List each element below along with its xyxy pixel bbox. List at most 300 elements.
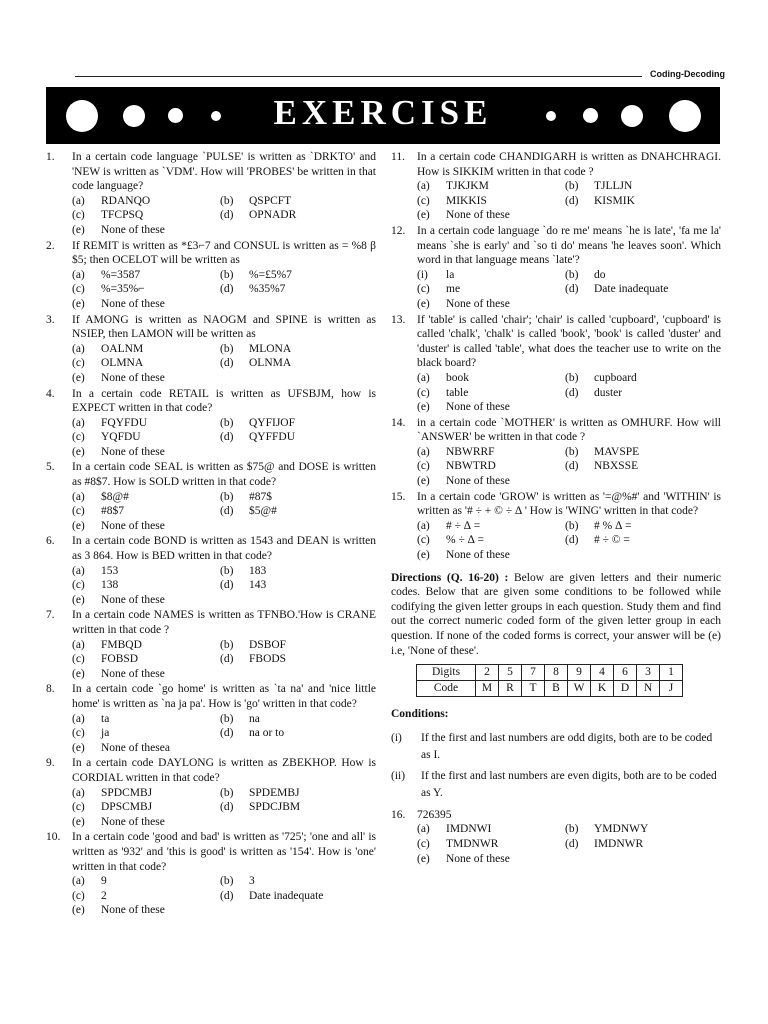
option-label: (a)	[417, 371, 430, 384]
option	[565, 822, 721, 837]
option-text: None of these	[101, 223, 165, 236]
option	[72, 667, 376, 682]
option	[565, 282, 721, 297]
option-label: (e)	[72, 371, 85, 384]
option-text: QYFFDU	[249, 431, 296, 444]
option-label: (c)	[72, 431, 85, 444]
question	[391, 313, 721, 415]
question-text: If AMONG is written as NAOGM and SPINE is written as NSIEP, then LAMON will be written as	[72, 313, 376, 341]
option-label: (e)	[72, 667, 85, 680]
option-label: (b)	[565, 371, 579, 384]
question-number: 10.	[46, 831, 61, 844]
option-text: table	[446, 386, 469, 399]
option	[417, 852, 721, 867]
option-label: (a)	[72, 712, 85, 725]
option	[72, 371, 376, 386]
option-label: (b)	[220, 564, 234, 577]
option-label: (b)	[565, 823, 579, 836]
option-text: FQYFDU	[101, 416, 148, 429]
options	[417, 179, 721, 223]
digit-cell: 8	[545, 665, 568, 681]
option-text: duster	[594, 386, 623, 399]
condition-label: (ii)	[391, 769, 406, 782]
option-label: (b)	[220, 268, 234, 281]
options	[417, 371, 721, 415]
option-text: YQFDU	[101, 431, 141, 444]
option-text: ta	[101, 712, 110, 725]
options	[72, 342, 376, 386]
option-label: (a)	[72, 638, 85, 651]
option	[220, 430, 376, 445]
option-text: la	[446, 268, 455, 281]
option-text: NBWRRF	[446, 445, 495, 458]
table-row-label: Digits	[417, 665, 476, 681]
option	[565, 837, 721, 852]
option-label: (d)	[220, 801, 234, 814]
option	[565, 179, 721, 194]
code-cell: D	[614, 681, 637, 697]
option	[72, 638, 220, 653]
option	[72, 786, 220, 801]
banner-dot-icon	[583, 108, 598, 123]
question-number: 12.	[391, 224, 406, 237]
option-label: (d)	[220, 579, 234, 592]
code-cell: M	[476, 681, 499, 697]
option-text: None of these	[101, 445, 165, 458]
option	[417, 194, 565, 209]
question-text: In a certain code language `PULSE' is written as `DRKTO' and 'NEW is written as `VDM'. How will 'PROBES' be written in that code language?	[72, 151, 376, 193]
option	[417, 400, 721, 415]
option-label: (b)	[220, 416, 234, 429]
question-text: In a certain code NAMES is written as TFNBO.'How is CRANE written in that code ?	[72, 609, 376, 636]
question-text: 726395	[417, 808, 452, 821]
option	[220, 889, 376, 904]
option-label: (d)	[565, 194, 579, 207]
condition-text: If the first and last numbers are even digits, both are to be coded as Y.	[421, 769, 717, 799]
option-text: None of these	[446, 549, 510, 562]
option	[220, 638, 376, 653]
option-label: (a)	[417, 519, 430, 532]
option-text: na or to	[249, 727, 285, 740]
code-cell: N	[637, 681, 660, 697]
option-label: (a)	[72, 786, 85, 799]
option-label: (e)	[72, 741, 85, 754]
option-label: (c)	[417, 194, 430, 207]
option-text: OALNM	[101, 342, 144, 355]
option-label: (e)	[72, 519, 85, 532]
option	[72, 578, 220, 593]
question-number: 8.	[46, 683, 55, 696]
option-label: (d)	[565, 837, 579, 850]
option	[565, 371, 721, 386]
option-text: na	[249, 712, 260, 725]
option-text: SPDEMBJ	[249, 786, 300, 799]
condition-label: (i)	[391, 731, 402, 744]
digit-cell: 5	[499, 665, 522, 681]
digit-cell: 4	[591, 665, 614, 681]
option-label: (c)	[417, 837, 430, 850]
left-column	[46, 150, 376, 919]
options	[417, 445, 721, 489]
option-text: None of thesea	[101, 741, 170, 754]
option-label: (a)	[72, 342, 85, 355]
option	[72, 889, 220, 904]
option	[72, 903, 376, 918]
digit-cell: 9	[568, 665, 591, 681]
running-title: Coding-Decoding	[650, 69, 725, 79]
option	[417, 533, 565, 548]
option-text: do	[594, 268, 606, 281]
conditions-heading: Conditions:	[391, 708, 449, 721]
directions-text: Below are given letters and their numeric codes. Below that are given some conditions to be followed while codifying the given letter groups in each question. Study them and find out the correct numeric coded form of the given letter group in each question. If none of the coded forms is correct, your answer will be (e) i.e, 'None of these'.	[391, 571, 721, 657]
right-questions	[391, 150, 721, 563]
option	[220, 874, 376, 889]
option	[72, 800, 220, 815]
question-text: In a certain code language `do re me' means `he is late', 'fa me la' means `she is early' and `so ti do' means 'he leaves soon'. Which word in that language means `late'?	[417, 224, 721, 267]
option-text: None of these	[446, 209, 510, 222]
option	[417, 822, 565, 837]
option-text: #8$7	[101, 505, 124, 518]
option-text: book	[446, 371, 469, 384]
option-text: MAVSPE	[594, 445, 640, 458]
option	[72, 445, 376, 460]
question-number: 3.	[46, 313, 55, 326]
option	[72, 297, 376, 312]
option-label: (e)	[72, 904, 85, 917]
question-text: In a certain code DAYLONG is written as ZBEKHOP. How is CORDIAL written in that code?	[72, 757, 376, 784]
option-text: 138	[101, 579, 119, 592]
options	[72, 416, 376, 460]
option	[72, 208, 220, 223]
option	[417, 445, 565, 460]
option-text: None of these	[446, 297, 510, 310]
options	[72, 564, 376, 608]
question-number: 5.	[46, 461, 55, 474]
option-text: $8@#	[101, 490, 129, 503]
code-cell: R	[499, 681, 522, 697]
option-text: NBWTRD	[446, 460, 496, 473]
option-text: TMDNWR	[446, 837, 499, 850]
code-cell: K	[591, 681, 614, 697]
question-text: In a certain code CHANDIGARH is written as DNAHCHRAGI. How is SIKKIM written in that code ?	[417, 151, 721, 178]
option-text: TJLLJN	[594, 180, 633, 193]
option	[220, 726, 376, 741]
option-text: None of these	[101, 815, 165, 828]
option-label: (e)	[72, 593, 85, 606]
option	[72, 430, 220, 445]
question-text: If REMIT is written as *£3⌐7 and CONSUL is written as = %8 β $5; then OCELOT will be written as	[72, 239, 376, 267]
right-column	[391, 150, 721, 867]
condition-text: If the first and last numbers are odd digits, both are to be coded as I.	[421, 731, 713, 761]
option-label: (c)	[72, 283, 85, 296]
question	[46, 313, 376, 386]
option-text: SPDCJBM	[249, 801, 301, 814]
option	[72, 356, 220, 371]
code-cell: T	[522, 681, 545, 697]
option-label: (c)	[72, 505, 85, 518]
option-label: (c)	[417, 283, 430, 296]
option-label: (d)	[220, 505, 234, 518]
question	[391, 224, 721, 312]
option	[220, 712, 376, 727]
option	[220, 504, 376, 519]
options	[417, 268, 721, 312]
option-text: 143	[249, 579, 267, 592]
option-text: SPDCMBJ	[101, 786, 153, 799]
option	[220, 564, 376, 579]
option-label: (b)	[565, 268, 579, 281]
option-text: None of these	[101, 593, 165, 606]
options	[72, 874, 376, 918]
option	[220, 578, 376, 593]
option	[72, 342, 220, 357]
option-text: 183	[249, 564, 267, 577]
option	[220, 342, 376, 357]
option-text: # % ∆ =	[594, 519, 632, 532]
option	[72, 652, 220, 667]
option	[72, 194, 220, 209]
question-number: 2.	[46, 239, 55, 252]
option-text: $5@#	[249, 505, 277, 518]
option-label: (d)	[565, 460, 579, 473]
option-text: None of these	[101, 904, 165, 917]
option-text: None of these	[101, 667, 165, 680]
option-label: (b)	[220, 490, 234, 503]
question	[46, 756, 376, 829]
code-cell: B	[545, 681, 568, 697]
option	[220, 282, 376, 297]
option-label: (d)	[220, 727, 234, 740]
question-number: 16.	[391, 808, 406, 821]
option-text: Date inadequate	[249, 889, 324, 902]
digit-cell: 3	[637, 665, 660, 681]
option	[72, 741, 376, 756]
option	[417, 371, 565, 386]
question-text: In a certain code `go home' is written as `ta na' and 'nice little home' is written as `na ja pa'. How is 'go' written in that code?	[72, 683, 376, 710]
option-label: (d)	[565, 386, 579, 399]
condition-item	[391, 768, 721, 802]
option	[72, 282, 220, 297]
question-text: In a certain code BOND is written as 1543 and DEAN is written as 3 864. How is BED written in that code?	[72, 535, 376, 563]
header-rule	[75, 76, 642, 77]
question	[46, 534, 376, 607]
options	[72, 268, 376, 312]
option-text: IMDNWR	[594, 837, 644, 850]
option	[417, 474, 721, 489]
option-text: Date inadequate	[594, 283, 669, 296]
option-text: KISMIK	[594, 194, 635, 207]
question	[46, 460, 376, 533]
option	[220, 652, 376, 667]
option	[565, 194, 721, 209]
options	[72, 194, 376, 238]
exercise-banner	[46, 87, 720, 144]
option-label: (b)	[220, 786, 234, 799]
option	[72, 593, 376, 608]
question	[46, 682, 376, 755]
banner-dot-icon	[669, 100, 701, 132]
table-row-label: Code	[417, 681, 476, 697]
options	[72, 786, 376, 830]
option-text: % ÷ ∆ =	[446, 534, 485, 547]
digit-cell: 2	[476, 665, 499, 681]
question-text: In a certain code 'GROW' is written as '=@%#' and 'WITHIN' is written as '# ÷ + © ÷ ∆ ' How is 'WING' written in that code?	[417, 490, 721, 518]
question-number: 9.	[46, 757, 55, 770]
option-label: (b)	[220, 875, 234, 888]
question	[46, 830, 376, 918]
option-label: (b)	[565, 519, 579, 532]
option-text: TJKJKM	[446, 180, 489, 193]
banner-title: EXERCISE	[273, 93, 493, 132]
option-label: (e)	[72, 445, 85, 458]
option	[417, 297, 721, 312]
question	[391, 150, 721, 223]
option	[220, 194, 376, 209]
option	[417, 282, 565, 297]
option-text: %=£5%7	[249, 268, 292, 281]
option	[417, 179, 565, 194]
option	[565, 445, 721, 460]
option-label: (d)	[220, 283, 234, 296]
option-text: # ÷ © =	[594, 534, 630, 547]
option	[417, 548, 721, 563]
option-label: (c)	[72, 889, 85, 902]
digit-cell: 1	[660, 665, 683, 681]
option-label: (a)	[417, 180, 430, 193]
option-label: (e)	[417, 297, 430, 310]
option-text: MLONA	[249, 342, 292, 355]
option-text: MIKKIS	[446, 194, 487, 207]
option-text: 153	[101, 564, 119, 577]
code-table	[416, 664, 683, 697]
option-text: TFCPSQ	[101, 209, 144, 222]
option	[220, 208, 376, 223]
option-text: 2	[101, 889, 107, 902]
option	[417, 386, 565, 401]
option	[565, 268, 721, 283]
option-label: (b)	[220, 342, 234, 355]
option-text: FOBSD	[101, 653, 139, 666]
option	[565, 386, 721, 401]
option-label: (a)	[72, 416, 85, 429]
banner-dot-icon	[546, 111, 556, 121]
option	[220, 800, 376, 815]
condition-item	[391, 730, 721, 764]
question-16	[391, 808, 721, 866]
option-text: # ÷ ∆ =	[446, 519, 481, 532]
option-label: (d)	[220, 431, 234, 444]
option-label: (c)	[417, 534, 430, 547]
option-label: (d)	[220, 653, 234, 666]
option	[72, 874, 220, 889]
question-number: 4.	[46, 387, 55, 400]
option	[417, 208, 721, 223]
option-text: me	[446, 283, 461, 296]
option-text: YMDNWY	[594, 823, 649, 836]
option-label: (c)	[72, 801, 85, 814]
option-text: None of these	[446, 852, 510, 865]
option-label: (c)	[417, 460, 430, 473]
option	[72, 268, 220, 283]
options	[72, 638, 376, 682]
option-label: (c)	[72, 727, 85, 740]
directions	[391, 571, 721, 659]
option-label: (d)	[220, 209, 234, 222]
option-text: OLNMA	[249, 357, 292, 370]
option-label: (d)	[565, 534, 579, 547]
question-number: 14.	[391, 416, 406, 429]
option-label: (b)	[565, 180, 579, 193]
option	[72, 815, 376, 830]
option-label: (b)	[220, 712, 234, 725]
option-label: (c)	[72, 209, 85, 222]
option	[72, 416, 220, 431]
option	[220, 416, 376, 431]
option-text: DSBOF	[249, 638, 287, 651]
option-text: FMBQD	[101, 638, 142, 651]
option-label: (b)	[220, 194, 234, 207]
option-text: NBXSSE	[594, 460, 639, 473]
option-label: (a)	[417, 823, 430, 836]
option	[220, 490, 376, 505]
option-label: (a)	[72, 194, 85, 207]
option	[72, 519, 376, 534]
code-cell: W	[568, 681, 591, 697]
option-label: (a)	[417, 445, 430, 458]
option-label: (e)	[417, 852, 430, 865]
option	[220, 786, 376, 801]
question-number: 6.	[46, 535, 55, 548]
option-label: (i)	[417, 268, 428, 281]
digit-cell: 7	[522, 665, 545, 681]
option-text: None of these	[101, 297, 165, 310]
option-text: 9	[101, 875, 107, 888]
question	[46, 239, 376, 312]
option-label: (e)	[417, 401, 430, 414]
code-cell: J	[660, 681, 683, 697]
question-text: in a certain code `MOTHER' is written as OMHURF. How will `ANSWER' be written in that code ?	[417, 416, 721, 444]
option-text: None of these	[446, 401, 510, 414]
question-text: In a certain code 'good and bad' is written as '725'; 'one and all' is written as '932' and 'this is good' is written as '154'. How is 'one' written in that code?	[72, 831, 376, 873]
option	[72, 712, 220, 727]
question-number: 1.	[46, 151, 55, 163]
option-label: (d)	[565, 283, 579, 296]
option-text: %=3587	[101, 268, 141, 281]
question-text: If 'table' is called 'chair'; 'chair' is called 'cupboard', 'cupboard' is called 'chalk', 'chalk' is called 'book', 'book' is called 'duster' and 'duster' is called 'table', what does the teacher use to write on the black board?	[417, 313, 721, 370]
option	[72, 490, 220, 505]
options	[417, 822, 721, 866]
option-text: #87$	[249, 490, 272, 503]
option-text: OLMNA	[101, 357, 144, 370]
directions-label: Directions (Q. 16-20) :	[391, 571, 509, 584]
options	[417, 519, 721, 563]
question	[46, 387, 376, 460]
option-label: (c)	[72, 579, 85, 592]
option-label: (e)	[417, 549, 430, 562]
option	[565, 533, 721, 548]
option-text: ja	[101, 727, 110, 740]
option-label: (c)	[417, 386, 430, 399]
option-label: (e)	[72, 297, 85, 310]
option	[417, 459, 565, 474]
option	[72, 564, 220, 579]
option	[417, 268, 565, 283]
option-text: OPNADR	[249, 209, 297, 222]
option-label: (c)	[72, 357, 85, 370]
option	[220, 268, 376, 283]
option-text: QSPCFT	[249, 194, 292, 207]
question-number: 13.	[391, 313, 406, 326]
